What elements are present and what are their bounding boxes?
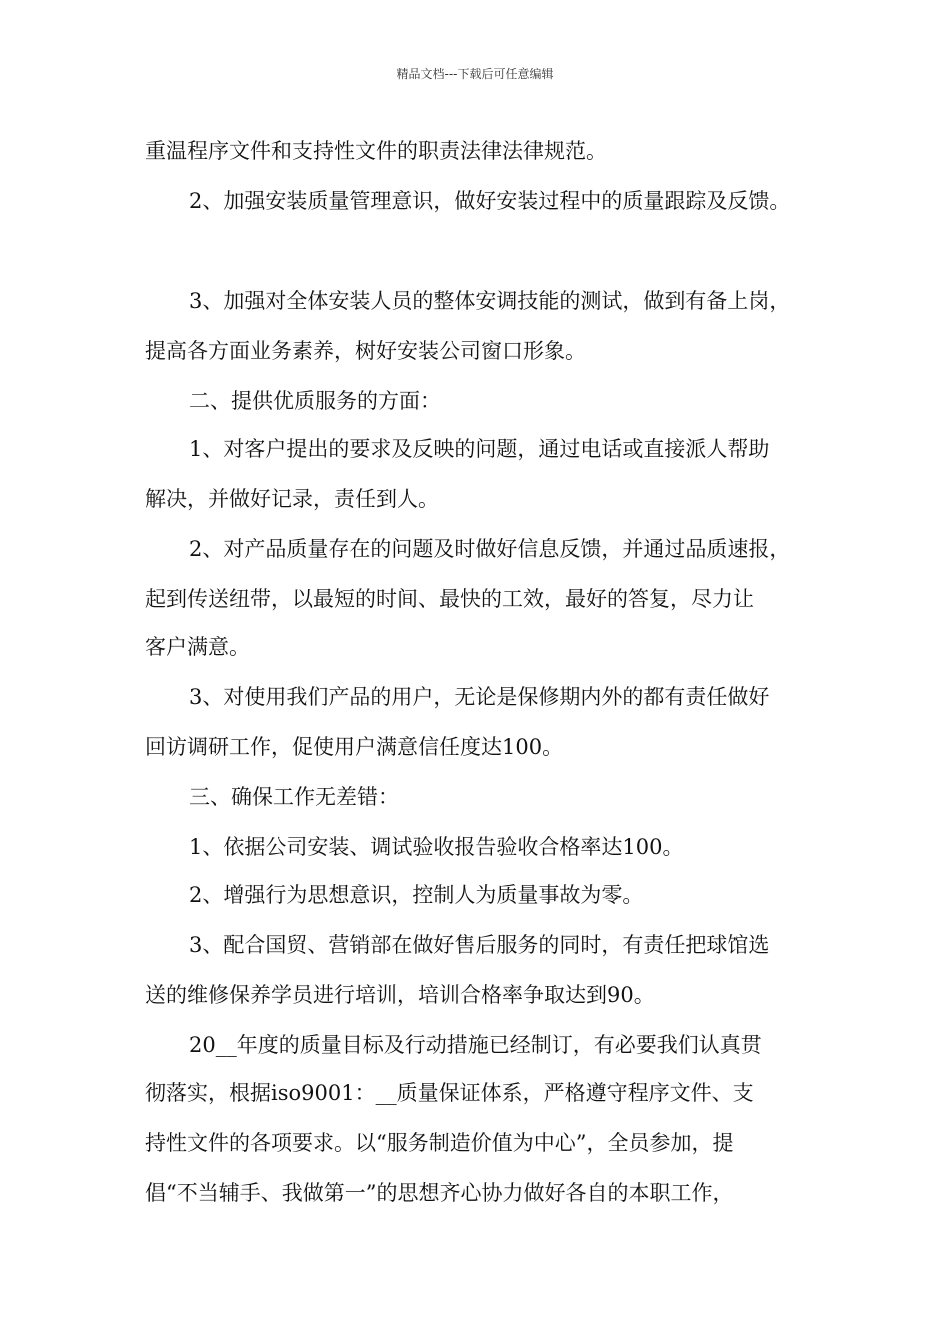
text-line: 起到传送纽带，以最短的时间、最快的工效，最好的答复，尽力让 [145, 587, 754, 611]
text-line: 持性文件的各项要求。以“服务制造价值为中心”，全员参加，提 [145, 1131, 734, 1155]
text-line: 1、对客户提出的要求及反映的问题，通过电话或直接派人帮助 [189, 437, 770, 461]
text-line: 3、对使用我们产品的用户，无论是保修期内外的都有责任做好 [189, 685, 770, 709]
text-line: 20__年度的质量目标及行动措施已经制订，有必要我们认真贯 [189, 1033, 762, 1057]
text-line: 彻落实，根据iso9001：__质量保证体系，严格遵守程序文件、支 [145, 1081, 754, 1105]
text-line: 回访调研工作，促使用户满意信任度达100。 [145, 735, 564, 759]
text-line: 3、加强对全体安装人员的整体安调技能的测试，做到有备上岗， [189, 289, 791, 313]
section-heading: 二、提供优质服务的方面： [189, 389, 441, 413]
text-line: 送的维修保养学员进行培训，培训合格率争取达到90。 [145, 983, 655, 1007]
text-line: 2、增强行为思想意识，控制人为质量事故为零。 [189, 883, 644, 907]
text-line: 3、配合国贸、营销部在做好售后服务的同时，有责任把球馆选 [189, 933, 770, 957]
text-line: 提高各方面业务素养，树好安装公司窗口形象。 [145, 339, 586, 363]
section-heading: 三、确保工作无差错： [189, 785, 399, 809]
text-line: 解决，并做好记录，责任到人。 [145, 487, 439, 511]
document-header: 精品文档---下载后可任意编辑 [396, 67, 554, 81]
text-line: 倡“不当辅手、我做第一”的思想齐心协力做好各自的本职工作， [145, 1181, 734, 1205]
text-line: 客户满意。 [145, 635, 250, 659]
text-line: 2、对产品质量存在的问题及时做好信息反馈，并通过品质速报， [189, 537, 791, 561]
text-line: 1、依据公司安装、调试验收报告验收合格率达100。 [189, 835, 684, 859]
text-line: 2、加强安装质量管理意识，做好安装过程中的质量跟踪及反馈。 [189, 189, 791, 213]
text-line: 重温程序文件和支持性文件的职责法律法律规范。 [145, 139, 607, 163]
